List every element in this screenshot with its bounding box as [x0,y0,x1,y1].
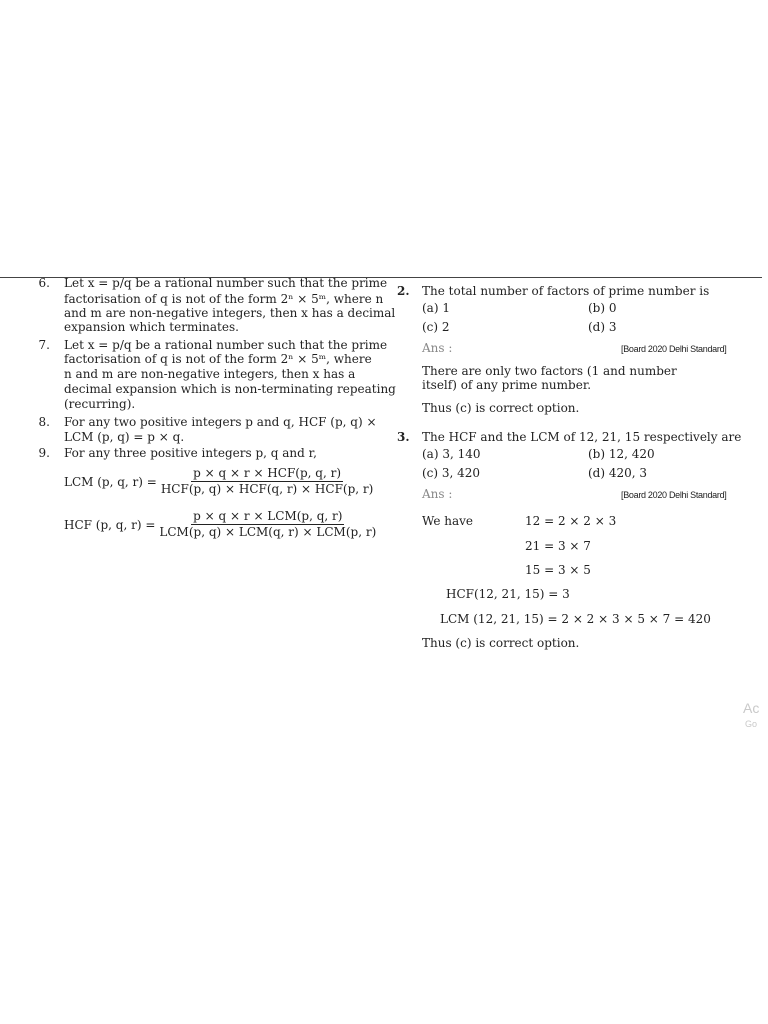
q3-board-tag: [Board 2020 Delhi Standard] [621,490,727,500]
hcf-formula-fraction [157,510,378,539]
hcf-formula-lhs: HCF (p, q, r) = [64,517,156,532]
q3-conclusion: Thus (c) is correct option. [422,636,580,650]
item-7-line-1: Let x = p/q be a rational number such that the prime [64,338,388,352]
item-9-number: 9. [38,446,50,460]
item-8-number: 8. [38,415,50,429]
hcf-formula-denominator: LCM(p, q) × LCM(q, r) × LCM(p, r) [159,525,377,539]
q3-equation-12: 12 = 2 × 2 × 3 [525,514,617,528]
hcf-formula-numerator: p × q × r × LCM(p, q, r) [193,509,343,523]
q3-hcf-result: HCF(12, 21, 15) = 3 [446,587,570,601]
item-7-line-4: decimal expansion which is non-terminating repeating [64,382,396,396]
q3-question: The HCF and the LCM of 12, 21, 15 respectively are [422,430,742,444]
q2-explanation-line-2: itself) of any prime number. [422,378,592,392]
q2-board-tag: [Board 2020 Delhi Standard] [621,344,727,354]
item-8-line-2: LCM (p, q) = p × q. [64,430,185,444]
q3-number: 3. [397,430,410,444]
q2-option-c: (c) 2 [422,320,450,334]
item-7-line-3: n and m are non-negative integers, then x has a [64,367,356,381]
lcm-formula-lhs: LCM (p, q, r) = [64,474,157,489]
item-6-line-2: factorisation of q is not of the form 2ⁿ × 5ᵐ, where n [64,292,384,306]
q2-number: 2. [397,284,410,298]
item-7-line-2: factorisation of q is not of the form 2ⁿ × 5ᵐ, where [64,352,372,366]
item-6-line-3: and m are non-negative integers, then x has a decimal [64,306,396,320]
q3-equation-15: 15 = 3 × 5 [525,563,591,577]
item-6-number: 6. [38,276,50,290]
q2-option-b: (b) 0 [588,301,617,315]
q3-lcm-result: LCM (12, 21, 15) = 2 × 2 × 3 × 5 × 7 = 420 [440,612,711,626]
q2-question: The total number of factors of prime number is [422,284,710,298]
watermark-line-1: Ac [743,700,760,716]
lcm-formula-denominator: HCF(p, q) × HCF(q, r) × HCF(p, r) [160,482,374,496]
item-9-line-1: For any three positive integers p, q and r, [64,446,317,460]
q2-conclusion: Thus (c) is correct option. [422,401,580,415]
q3-option-b: (b) 12, 420 [588,447,655,461]
q3-option-d: (d) 420, 3 [588,466,648,480]
q3-we-have: We have [422,514,474,528]
q3-equation-21: 21 = 3 × 7 [525,539,591,553]
q3-ans-label: Ans : [422,487,453,501]
hcf-formula [64,510,378,539]
q2-option-d: (d) 3 [588,320,617,334]
q2-option-a: (a) 1 [422,301,450,315]
item-7-line-5: (recurring). [64,397,136,411]
item-6-line-4: expansion which terminates. [64,320,239,334]
lcm-formula-numerator: p × q × r × HCF(p, q, r) [193,466,341,480]
q2-ans-label: Ans : [422,341,453,355]
item-8-line-1: For any two positive integers p and q, HCF (p, q) × [64,415,377,429]
lcm-formula [64,467,375,496]
q3-option-a: (a) 3, 140 [422,447,481,461]
q2-explanation-line-1: There are only two factors (1 and number [422,364,677,378]
watermark-line-2: Go [745,719,758,729]
item-6-line-1: Let x = p/q be a rational number such that the prime [64,276,388,290]
q3-option-c: (c) 3, 420 [422,466,481,480]
item-7-number: 7. [38,338,50,352]
lcm-formula-fraction [159,467,375,496]
